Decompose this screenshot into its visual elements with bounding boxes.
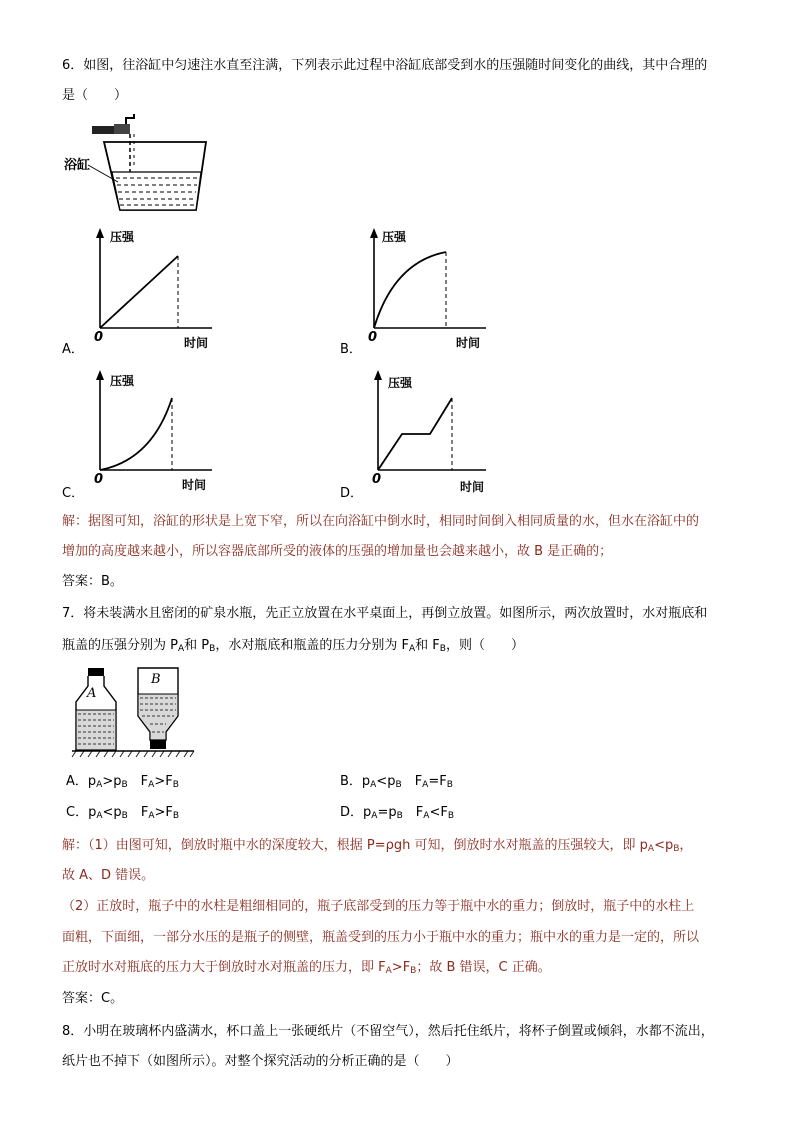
q7-solution-2-line1: （2）正放时，瓶子中的水柱是粗细相同的，瓶子底部受到的压力等于瓶中水的重力；倒放时，瓶子中的水柱上 [62, 899, 695, 914]
graph-d-x-label: 时间 [460, 480, 485, 494]
q7-solution-2-line3: 正放时水对瓶底的压力大于倒放时水对瓶盖的压力，即 $F_A>F_B$；故 B 错误，C 正确。 [62, 960, 551, 976]
graph-b-y-label: 压强 [382, 230, 407, 244]
graph-c-y-label: 压强 [110, 374, 135, 388]
graph-b-origin: 0 [368, 330, 378, 345]
bottle-b-label: B [151, 672, 161, 687]
q7-answer: 答案：C。 [62, 991, 124, 1006]
q8-stem-line1: 8．小明在玻璃杯内盛满水，杯口盖上一张硬纸片（不留空气），然后托住纸片，将杯子倒置或倾斜，水都不流出， [62, 1024, 714, 1039]
option-a-label: A． [62, 342, 84, 357]
q7-solution-1-line2: 故 A、D 错误。 [62, 868, 155, 883]
graph-a-origin: 0 [94, 330, 104, 345]
bottle-a-label: A [87, 686, 97, 701]
graph-b [336, 226, 516, 356]
option-b-label: B． [340, 342, 362, 357]
graph-b-x-label: 时间 [456, 336, 481, 350]
q7-option-c: C．$p_A<p_B$ $F_A>F_B$ [66, 805, 180, 821]
q7-solution-2-line2: 面粗，下面细，一部分水压的是瓶子的侧壁，瓶盖受到的压力小于瓶中水的重力；瓶中水的重力是一定的，所以 [62, 930, 700, 945]
q7-stem-line2: 瓶盖的压强分别为 $P_A$和 $P_B$，水对瓶底和瓶盖的压力分别为 $F_A$和 $F_B$，则（ ） [62, 638, 524, 654]
graph-c-x-label: 时间 [182, 478, 207, 492]
q7-option-d: D．$p_A=p_B$ $F_A<F_B$ [340, 805, 454, 821]
bathtub-label: 浴缸 [64, 158, 91, 173]
q8-stem-line2: 纸片也不掉下（如图所示）。对整个探究活动的分析正确的是（ ） [62, 1054, 459, 1069]
q7-option-b: B．$p_A<p_B$ $F_A=F_B$ [340, 774, 453, 790]
graph-a-x-label: 时间 [184, 336, 209, 350]
graph-a-y-label: 压强 [110, 230, 135, 244]
option-d-label: D． [340, 486, 364, 501]
q6-stem-line1: 6．如图，往浴缸中匀速注水直至注满，下列表示此过程中浴缸底部受到水的压强随时间变化的曲线，其中合理的 [62, 58, 708, 73]
bottles-figure [70, 664, 200, 760]
q6-solution-line1: 解：据图可知，浴缸的形状是上宽下窄，所以在向浴缸中倒水时，相同时间倒入相同质量的水，但水在浴缸中的 [62, 514, 700, 529]
option-c-label: C． [62, 486, 85, 501]
graph-d-y-label: 压强 [388, 376, 413, 390]
q6-answer: 答案：B。 [62, 574, 123, 589]
graph-c [62, 368, 242, 501]
q7-solution-1-line1: 解：（1）由图可知，倒放时瓶中水的深度较大，根据 P=ρgh 可知，倒放时水对瓶盖的压强较大，即 $p_A<p_B$， [62, 838, 693, 854]
graph-a [62, 226, 242, 356]
graph-d [336, 368, 516, 501]
q6-stem-line2: 是（ ） [62, 88, 128, 103]
q7-option-a: A．$p_A>p_B$ $F_A>F_B$ [66, 774, 179, 790]
q7-stem-line1: 7．将未装满水且密闭的矿泉水瓶，先正立放置在水平桌面上，再倒立放置。如图所示，两次放置时，水对瓶底和 [62, 606, 708, 621]
graph-d-origin: 0 [372, 472, 382, 487]
graph-c-origin: 0 [94, 472, 104, 487]
q6-solution-line2: 增加的高度越来越小，所以容器底部所受的液体的压强的增加量也会越来越小，故 B 是正确的； [62, 544, 613, 559]
